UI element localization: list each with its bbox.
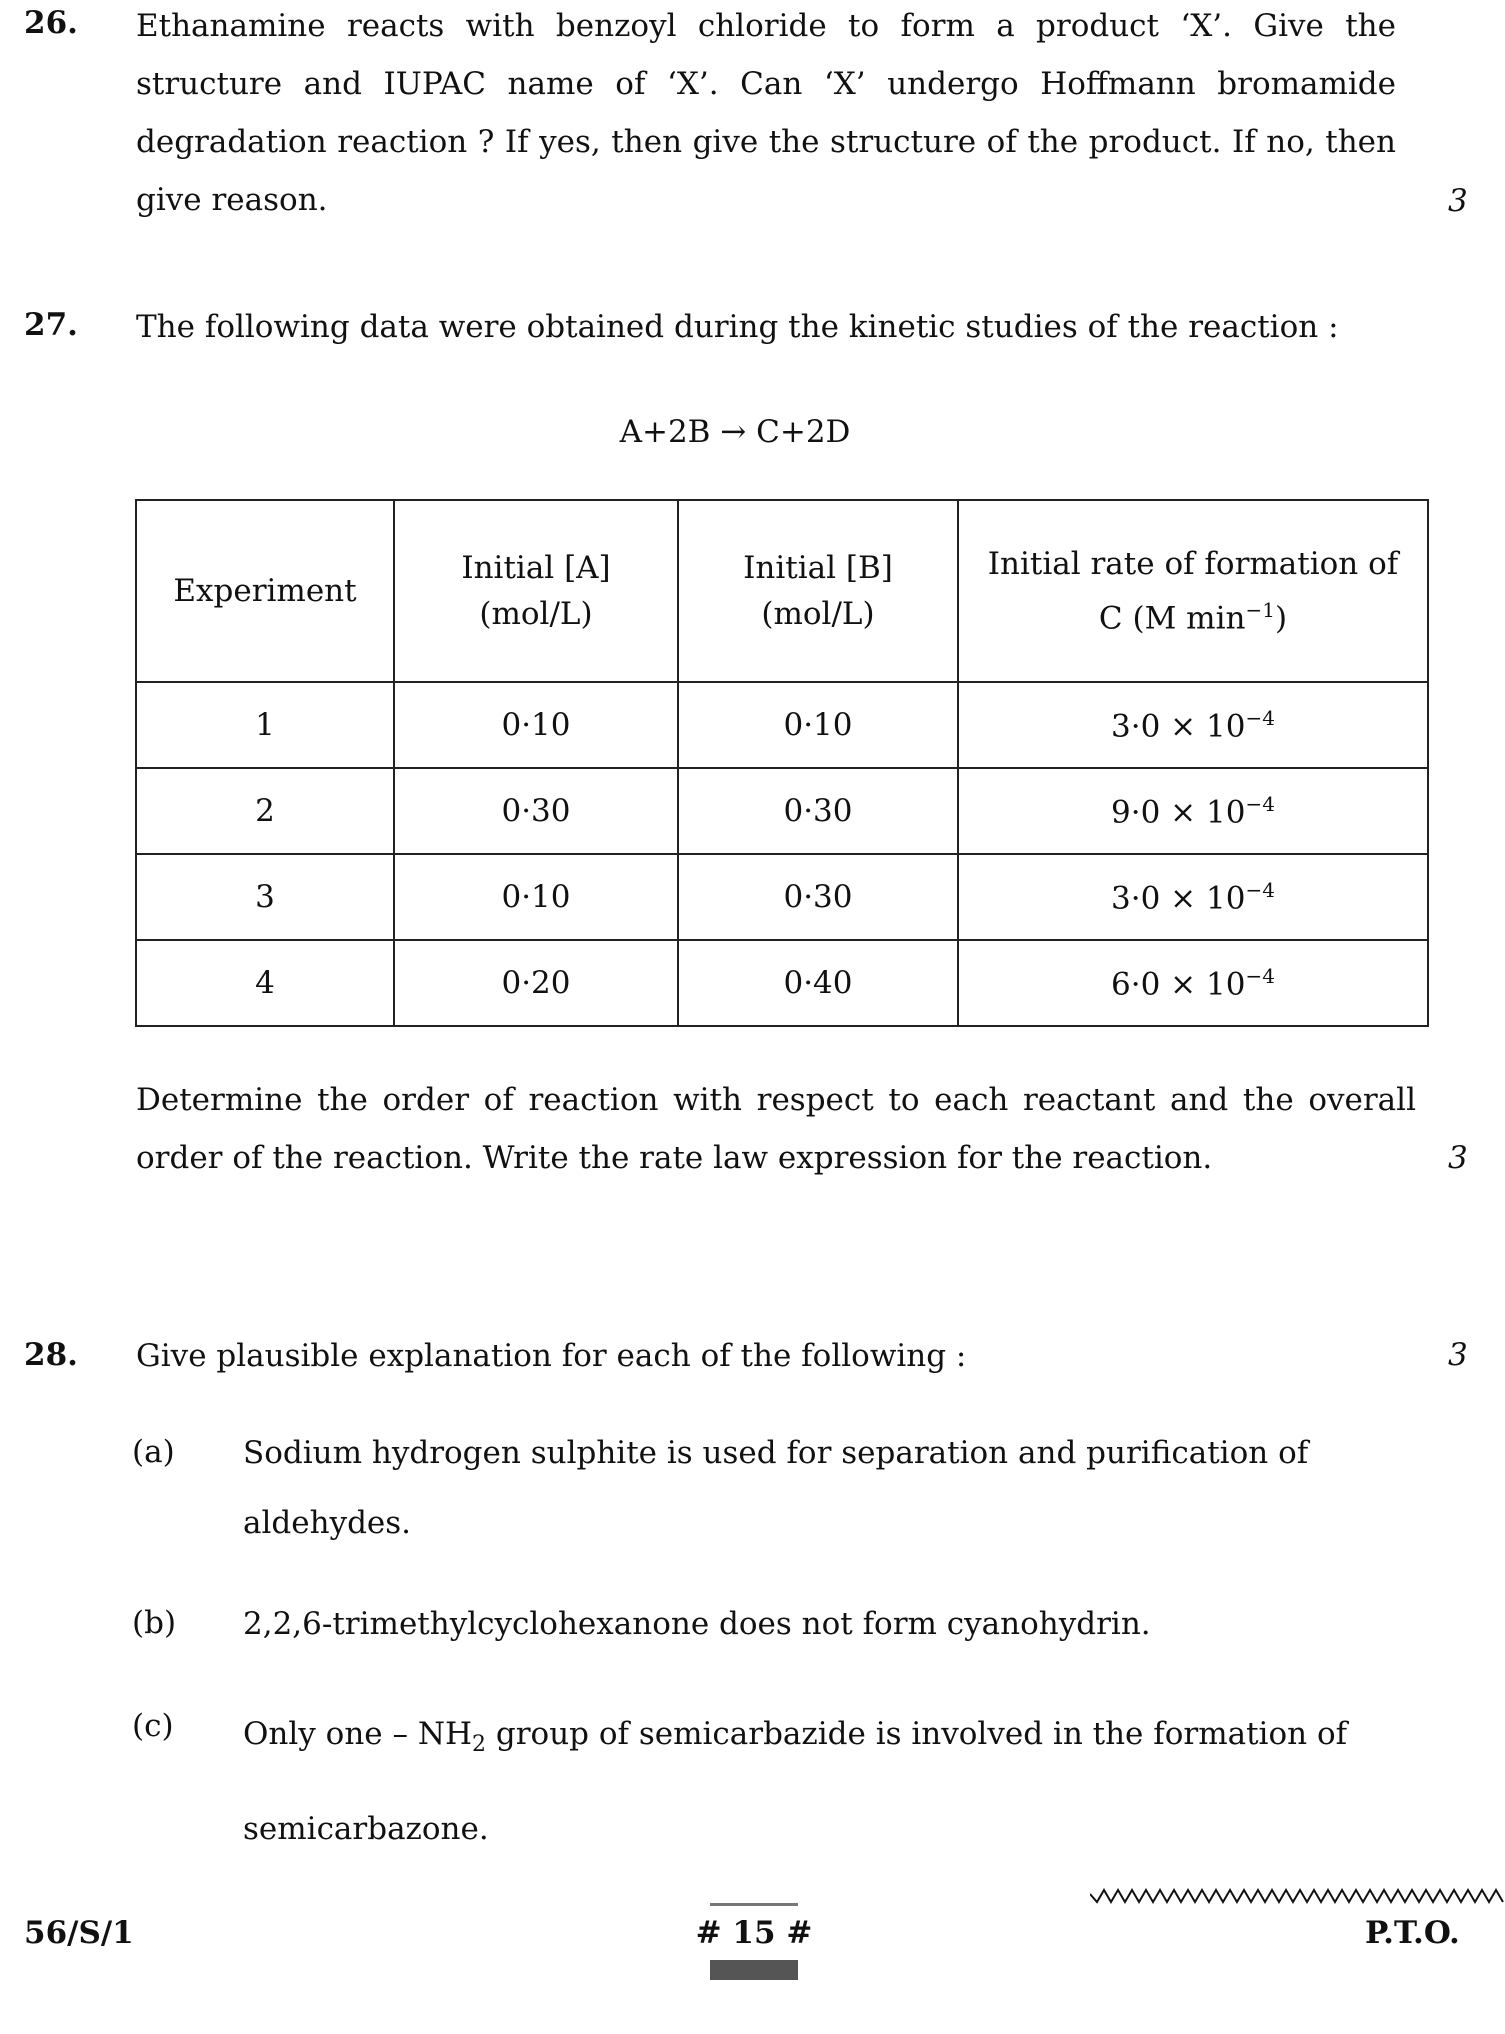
question-marks: 3 [1448,183,1468,219]
question-marks: 3 [1448,1140,1468,1176]
table-row [136,682,1428,768]
part-label: (b) [132,1605,177,1641]
header-rate: Initial rate of formation of C (M $\min^{-1}$) [958,500,1428,682]
divider [710,1903,798,1906]
header-initial-a: Initial [A] (mol/L) [394,500,678,682]
question-number: 26. [24,5,78,41]
question-marks: 3 [1448,1337,1468,1373]
page-number: # 15 # [695,1915,813,1951]
cell-initial-b: 0·30 [678,768,958,854]
cell-initial-b: 0·30 [678,854,958,940]
cell-initial-a: 0·10 [394,682,678,768]
table-row [136,768,1428,854]
table-row [136,854,1428,940]
table-header-row [136,500,1428,682]
question-text: Ethanamine reacts with benzoyl chloride to form a product ‘X’. Give the structure and IUPAC name of ‘X’. Can ‘X’ undergo Hoffmann bromamide degradation reaction ? If yes, then give the structure of the product. If no, then give reason. [136,8,1396,218]
part-text: 2,2,6-trimethylcyclohexanone does not form cyanohydrin. [243,1606,1151,1642]
cell-rate: $6\cdot 0 \times 10^{-4}$ [958,940,1428,1026]
kinetics-table [135,499,1429,1027]
cell-rate: $3\cdot 0 \times 10^{-4}$ [958,682,1428,768]
cell-experiment: 4 [136,940,394,1026]
cell-experiment: 2 [136,768,394,854]
paper-code: 56/S/1 [24,1915,134,1951]
table-row [136,940,1428,1026]
cell-rate: $9\cdot 0 \times 10^{-4}$ [958,768,1428,854]
header-initial-b: Initial [B] (mol/L) [678,500,958,682]
part-label: (a) [132,1434,175,1470]
part-text: Only one – $NH_2$ group of semicarbazide is involved in the formation of semicarbazone. [243,1716,1348,1848]
part-label: (c) [132,1708,174,1744]
cell-initial-b: 0·10 [678,682,958,768]
question-number: 27. [24,307,78,343]
header-experiment: Experiment [136,500,394,682]
wavy-line-decoration [1090,1886,1505,1906]
question-number: 28. [24,1337,78,1373]
cell-initial-a: 0·20 [394,940,678,1026]
pto-label: P.T.O. [1365,1915,1460,1951]
cell-initial-b: 0·40 [678,940,958,1026]
question-text: Give plausible explanation for each of the following : [136,1338,967,1374]
cell-experiment: 1 [136,682,394,768]
part-text: Sodium hydrogen sulphite is used for separation and purification of aldehydes. [243,1435,1309,1541]
cell-initial-a: 0·10 [394,854,678,940]
cell-rate: $3\cdot 0 \times 10^{-4}$ [958,854,1428,940]
question-text: The following data were obtained during the kinetic studies of the reaction : [136,309,1339,345]
reaction-equation: A+2B → C+2D [619,414,851,450]
cell-initial-a: 0·30 [394,768,678,854]
cell-experiment: 3 [136,854,394,940]
question-text: Determine the order of reaction with respect to each reactant and the overall order of the reaction. Write the rate law expression for the reaction. [136,1082,1416,1176]
page-marker-block [710,1960,798,1980]
